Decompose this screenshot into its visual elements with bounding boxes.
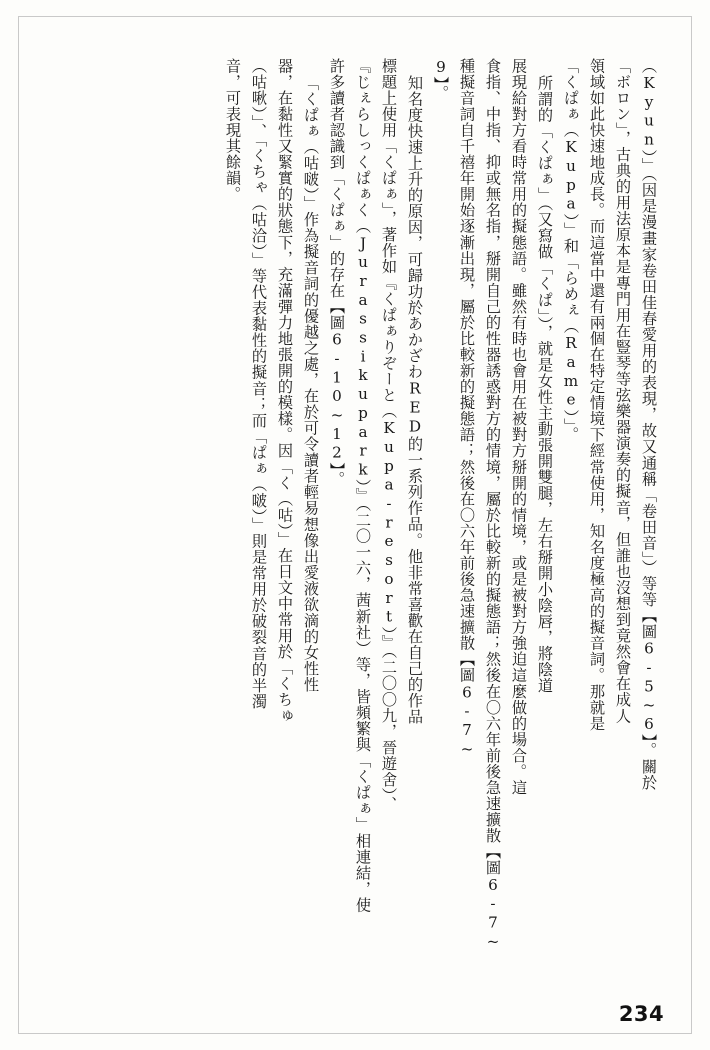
page-number: 234 xyxy=(618,1002,664,1026)
text-column: 9】。 xyxy=(432,58,450,102)
text-column: （咕啾）」、「くちゃ（咕洽）」等代表黏性的擬音；而「ぱぁ（啵）」則是常用於破裂音的半濁 xyxy=(250,58,268,710)
text-column: 食指、中指、抑或無名指，掰開自己的性器誘惑對方的情境，屬於比較新的擬態語；然後在〇六年前後急速擴散【圖6-7~ xyxy=(484,58,502,952)
text-column: 所謂的「くぱぁ」（又寫做「くぱ」），就是女性主動張開雙腿，左右掰開小陰唇，將陰道 xyxy=(536,75,554,694)
text-column: 「くぱぁ（Kupa）」和「らめぇ（Rame）」。 xyxy=(562,58,580,443)
text-column: （Kyun）」（因是漫畫家卷田佳春愛用的表現，故又通稱「卷田音」）等等【圖6-5~6】。關於 xyxy=(640,58,658,791)
text-column: 標題上使用「くぱぁ」，著作如『くぱぁりぞーと（Kupa-resort）』（二〇〇九，晉遊舍）、 xyxy=(380,58,398,813)
text-column: 展現給對方看時常用的擬態語。雖然有時也會用在被對方掰開的情境，或是被對方強迫這麼做的場合。這 xyxy=(510,58,528,796)
text-column: 「ボロン」，古典的用法原本是專門用在豎琴等弦樂器演奏的擬音，但誰也沒想到竟然會在成人 xyxy=(614,58,632,724)
text-column: 知名度快速上升的原因，可歸功於あかざわRED的一系列作品。他非常喜歡在自己的作品 xyxy=(406,75,424,725)
text-column: 音，可表現其餘韻。 xyxy=(224,58,242,203)
text-column: 器，在黏性又緊實的狀態下，充滿彈力地張開的模樣。因「く（咕）」在日文中常用於「くちゅ xyxy=(276,58,294,724)
text-column: 種擬音詞自千禧年開始逐漸出現，屬於比較新的擬態語；然後在〇六年前後急速擴散【圖6-7~ xyxy=(458,58,476,759)
text-column: 許多讀者認識到「くぱぁ」的存在【圖6-10~12】。 xyxy=(328,58,346,487)
vertical-text-block xyxy=(46,58,658,952)
text-column: 『じぇらしっくぱぁく（Jurassikupark）』（二〇一六，茜新社）等，皆頻繁與「くぱぁ」相連結，使 xyxy=(354,58,372,914)
text-column: 領域如此快速地成長。而這當中還有兩個在特定情境下經常使用，知名度極高的擬音詞。那就是 xyxy=(588,58,606,732)
text-column: 「くぱぁ（咕啵）」作為擬音詞的優越之處，在於可令讀者輕易想像出愛液欲滴的女性性 xyxy=(302,75,320,693)
